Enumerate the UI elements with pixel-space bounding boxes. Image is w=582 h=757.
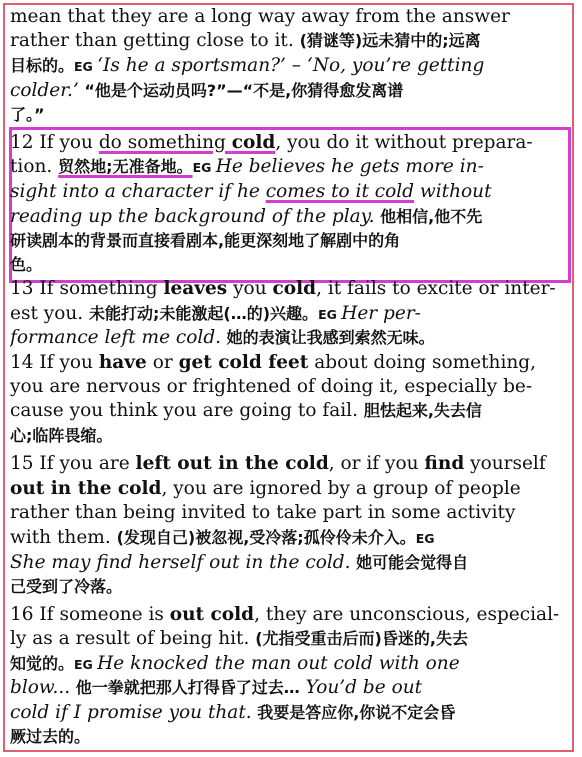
text-segment: EG: [318, 307, 342, 322]
text-segment: 未能打动;未能激起(…的)兴趣。: [89, 304, 319, 323]
text-line: [10, 253, 572, 277]
text-segment: EG: [74, 59, 98, 74]
text-segment: He believes he gets more in-: [215, 156, 484, 177]
text-line: [10, 155, 572, 179]
text-segment: mean that they are a long way away from the answer: [10, 6, 510, 27]
text-segment: get cold feet: [178, 352, 309, 373]
text-segment: , you are ignored by a group of people: [161, 478, 521, 499]
text-segment: 他一拳就把那人打得昏了过去…: [70, 678, 300, 697]
text-line: [10, 351, 572, 375]
text-line: [10, 79, 572, 103]
text-line: [10, 399, 572, 423]
text-segment: 14 If you: [10, 352, 99, 373]
text-segment: comes to it cold: [265, 181, 415, 202]
text-segment: you: [227, 278, 273, 299]
text-line: [10, 676, 572, 700]
text-segment: 心;临阵畏缩。: [10, 426, 113, 445]
text-segment: out in the cold: [10, 478, 162, 499]
text-segment: without: [414, 181, 492, 202]
text-line: [10, 652, 572, 676]
text-segment: 16 If someone is: [10, 604, 170, 625]
text-segment: sight into a character if he: [10, 181, 266, 202]
text-segment: out cold: [169, 604, 255, 625]
text-line: [10, 526, 572, 550]
text-line: [10, 701, 572, 725]
text-segment: do something: [98, 132, 232, 153]
text-line: [10, 627, 572, 651]
text-segment: left out in the cold: [135, 453, 329, 474]
text-line: [10, 477, 572, 501]
text-segment: yourself: [464, 453, 546, 474]
text-segment: EG: [415, 531, 435, 546]
text-line: [10, 603, 572, 627]
text-segment: She may find herself out in the cold.: [10, 552, 351, 573]
text-segment: ‘Is he a sportsman?’ – ‘No, you’re getting: [97, 55, 485, 76]
text-line: [10, 277, 572, 301]
text-segment: EG: [74, 657, 98, 672]
text-segment: 她的表演让我感到索然无味。: [221, 328, 435, 347]
text-segment: 12 If you: [10, 132, 99, 153]
text-line: [10, 29, 572, 53]
text-line: [10, 501, 572, 525]
text-segment: 色。: [10, 255, 43, 274]
text-segment: Her per-: [341, 303, 421, 324]
text-segment: leaves: [163, 278, 228, 299]
text-segment: cold if I promise you that.: [10, 702, 252, 723]
text-segment: cold: [272, 278, 317, 299]
text-line: [10, 54, 572, 78]
text-segment: cold: [231, 132, 276, 153]
text-segment: about doing something,: [308, 352, 536, 373]
text-line: [10, 424, 572, 448]
text-segment: 13 If something: [10, 278, 164, 299]
text-segment: tion.: [10, 156, 59, 177]
text-segment: cause you think you are going to fail.: [10, 400, 364, 421]
text-segment: ly as a result of being hit.: [10, 628, 256, 649]
text-segment: rather than being invited to take part in some activity: [10, 502, 516, 523]
text-line: [10, 5, 572, 29]
text-line: [10, 180, 572, 204]
text-segment: , or if you: [328, 453, 425, 474]
text-segment: est you.: [10, 303, 90, 324]
text-segment: you are nervous or frightened of doing it, especially be-: [10, 376, 533, 397]
text-segment: blow...: [10, 677, 71, 698]
text-segment: 了。”: [10, 105, 45, 124]
text-segment: “他是个运动员吗?”—“不是,你猜得愈发离谱: [78, 81, 404, 100]
text-segment: 胆怯起来,失去信: [363, 401, 482, 420]
text-segment: find: [424, 453, 465, 474]
text-segment: 她可能会觉得自: [350, 553, 469, 572]
text-segment: You’d be out: [299, 677, 423, 698]
text-segment: 他相信,他不先: [374, 207, 483, 226]
text-line: [10, 229, 572, 253]
text-segment: colder.’: [10, 80, 79, 101]
text-segment: (猜谜等)远未猜中的;远离: [299, 31, 481, 50]
text-segment: , they are unconscious, especial-: [254, 604, 560, 625]
text-line: [10, 103, 572, 127]
text-segment: , it fails to excite or inter-: [316, 278, 556, 299]
text-segment: 己受到了冷落。: [10, 577, 123, 596]
text-line: [10, 302, 572, 326]
text-segment: formance left me cold.: [10, 327, 222, 348]
text-segment: (发现自己)被忽视,受冷落;孤伶伶未介入。: [116, 528, 416, 547]
text-line: [10, 375, 572, 399]
text-segment: have: [98, 352, 147, 373]
text-segment: He knocked the man out cold with one: [97, 653, 460, 674]
text-line: [10, 131, 572, 155]
text-segment: 贸然地;无准备地。: [58, 157, 193, 176]
text-line: [10, 575, 572, 599]
text-line: [10, 205, 572, 229]
text-segment: EG: [192, 160, 216, 175]
text-line: [10, 725, 572, 749]
text-line: [10, 326, 572, 350]
text-segment: reading up the background of the play.: [10, 206, 375, 227]
text-segment: or: [146, 352, 179, 373]
text-segment: rather than getting close to it.: [10, 30, 300, 51]
text-line: [10, 551, 572, 575]
text-segment: 我要是答应你,你说不定会昏: [251, 703, 456, 722]
text-segment: with them.: [10, 527, 117, 548]
text-segment: 研读剧本的背景而直接看剧本,能更深刻地了解剧中的角: [10, 231, 401, 250]
text-segment: 知觉的。: [10, 654, 75, 673]
text-segment: 15 If you are: [10, 453, 136, 474]
text-segment: 目标的。: [10, 56, 75, 75]
text-segment: 厥过去的。: [10, 727, 91, 746]
text-segment: , you do it without prepara-: [275, 132, 533, 153]
text-segment: (尤指受重击后而)昏迷的,失去: [255, 629, 468, 648]
text-line: [10, 452, 572, 476]
